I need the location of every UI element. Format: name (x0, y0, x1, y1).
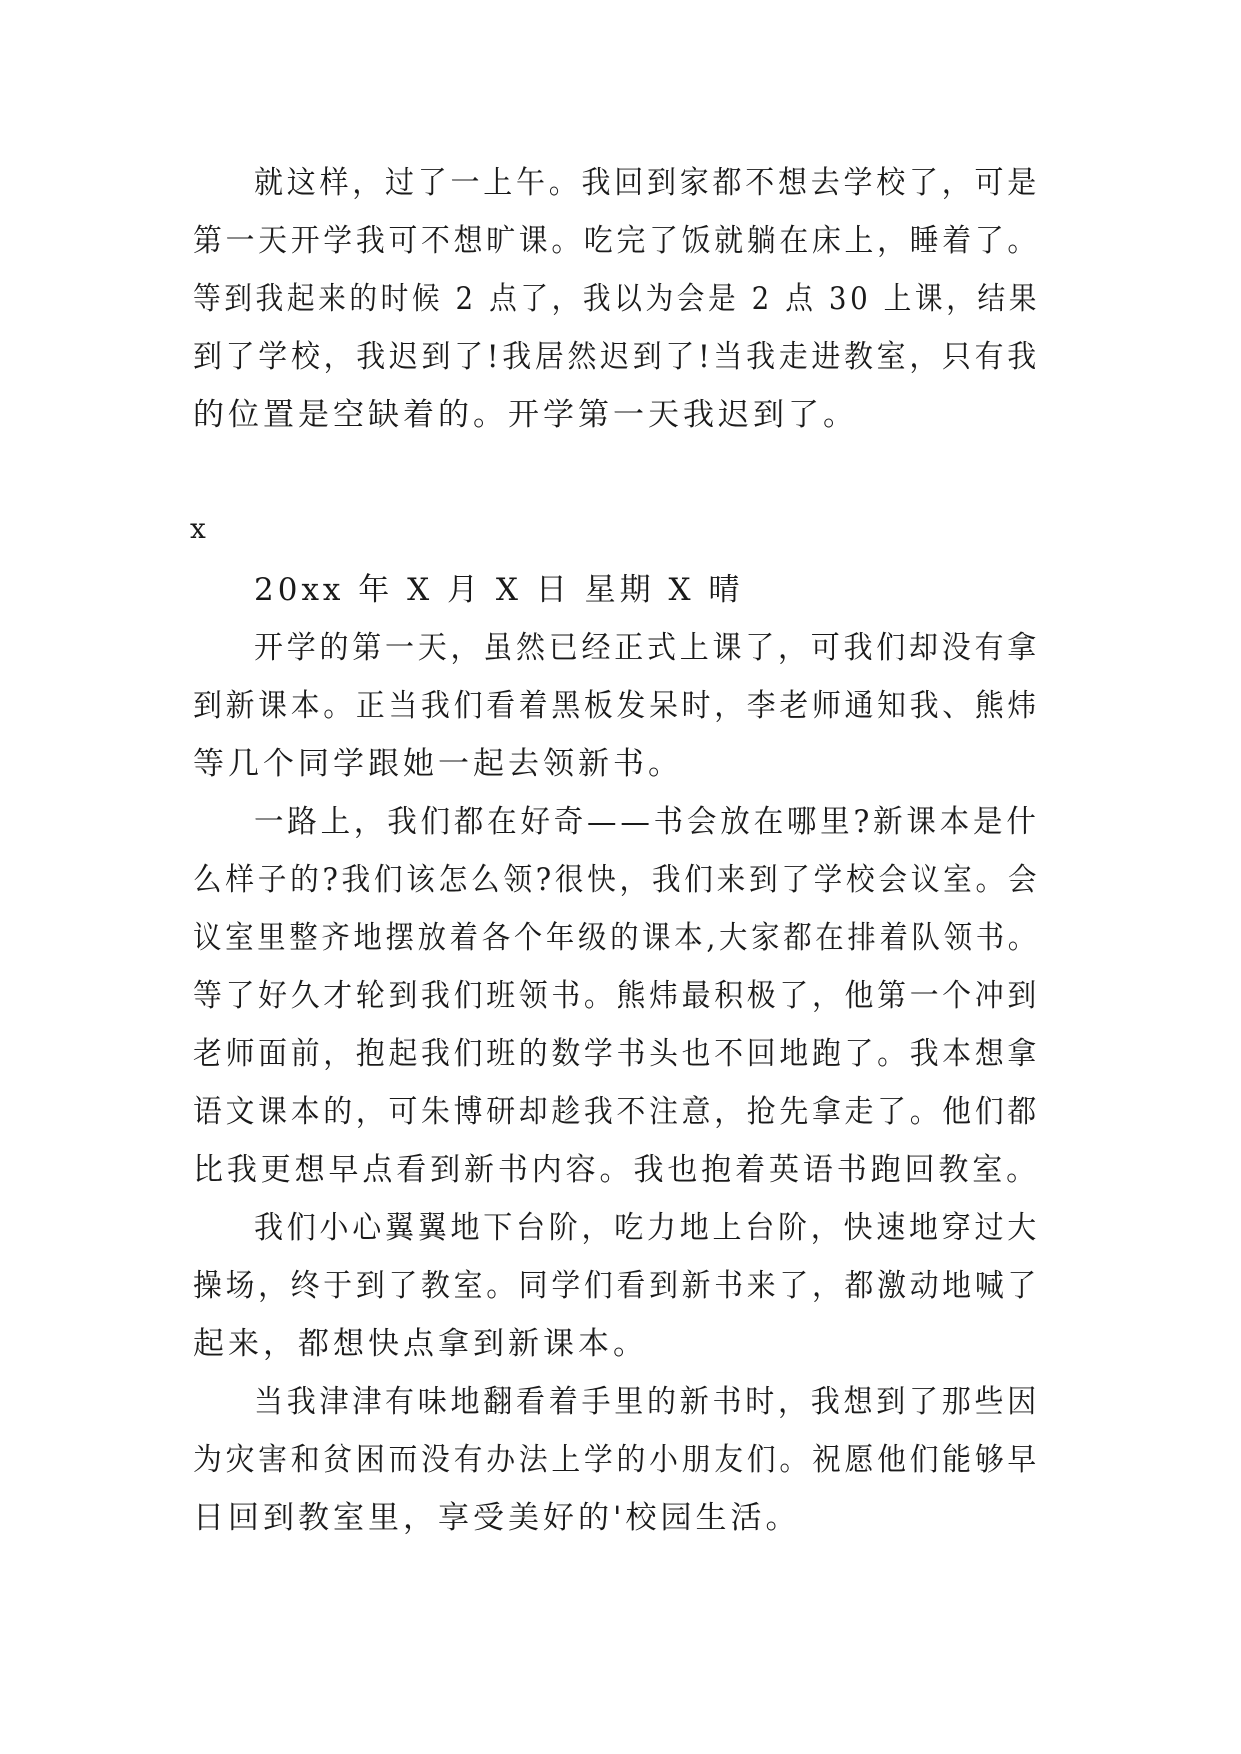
paragraph-line: 到了学校，我迟到了!我居然迟到了!当我走进教室，只有我 (193, 339, 1040, 375)
paragraph-line: 操场，终于到了教室。同学们看到新书来了，都激动地喊了 (193, 1268, 1040, 1304)
paragraph-line: 起来，都想快点拿到新课本。 (193, 1326, 648, 1362)
paragraph-line: 等到我起来的时候 2 点了，我以为会是 2 点 30 上课，结果 (193, 281, 1041, 317)
paragraph-line: 就这样，过了一上午。我回到家都不想去学校了，可是 (254, 165, 1040, 201)
paragraph-line: 的位置是空缺着的。开学第一天我迟到了。 (193, 397, 858, 433)
paragraph-line: 议室里整齐地摆放着各个年级的课本,大家都在排着队领书。 (193, 920, 1040, 956)
paragraph-line: 老师面前，抱起我们班的数学书头也不回地跑了。我本想拿 (193, 1036, 1040, 1072)
paragraph-line: 当我津津有味地翻看着手里的新书时，我想到了那些因 (254, 1384, 1040, 1420)
paragraph-line: 等了好久才轮到我们班领书。熊炜最积极了，他第一个冲到 (193, 978, 1040, 1014)
paragraph-line: 为灾害和贫困而没有办法上学的小朋友们。祝愿他们能够早 (193, 1442, 1040, 1478)
paragraph-line: 么样子的?我们该怎么领?很快，我们来到了学校会议室。会 (193, 862, 1041, 898)
paragraph-line: 第一天开学我可不想旷课。吃完了饭就躺在床上，睡着了。 (193, 223, 1040, 259)
paragraph-line: 等几个同学跟她一起去领新书。 (193, 746, 683, 782)
section-separator: x (190, 512, 206, 545)
paragraph-line: 日回到教室里，享受美好的'校园生活。 (193, 1500, 801, 1536)
paragraph-line: 我们小心翼翼地下台阶，吃力地上台阶，快速地穿过大 (254, 1210, 1040, 1246)
paragraph-line: 到新课本。正当我们看着黑板发呆时，李老师通知我、熊炜 (193, 688, 1040, 724)
paragraph-line: 一路上，我们都在好奇——书会放在哪里?新课本是什 (254, 804, 1040, 840)
paragraph-line: 比我更想早点看到新书内容。我也抱着英语书跑回教室。 (193, 1152, 1040, 1188)
diary-date-line: 20xx 年 X 月 X 日 星期 X 晴 (254, 572, 744, 608)
paragraph-line: 语文课本的，可朱博研却趁我不注意，抢先拿走了。他们都 (193, 1094, 1040, 1130)
paragraph-line: 开学的第一天，虽然已经正式上课了，可我们却没有拿 (254, 630, 1040, 666)
